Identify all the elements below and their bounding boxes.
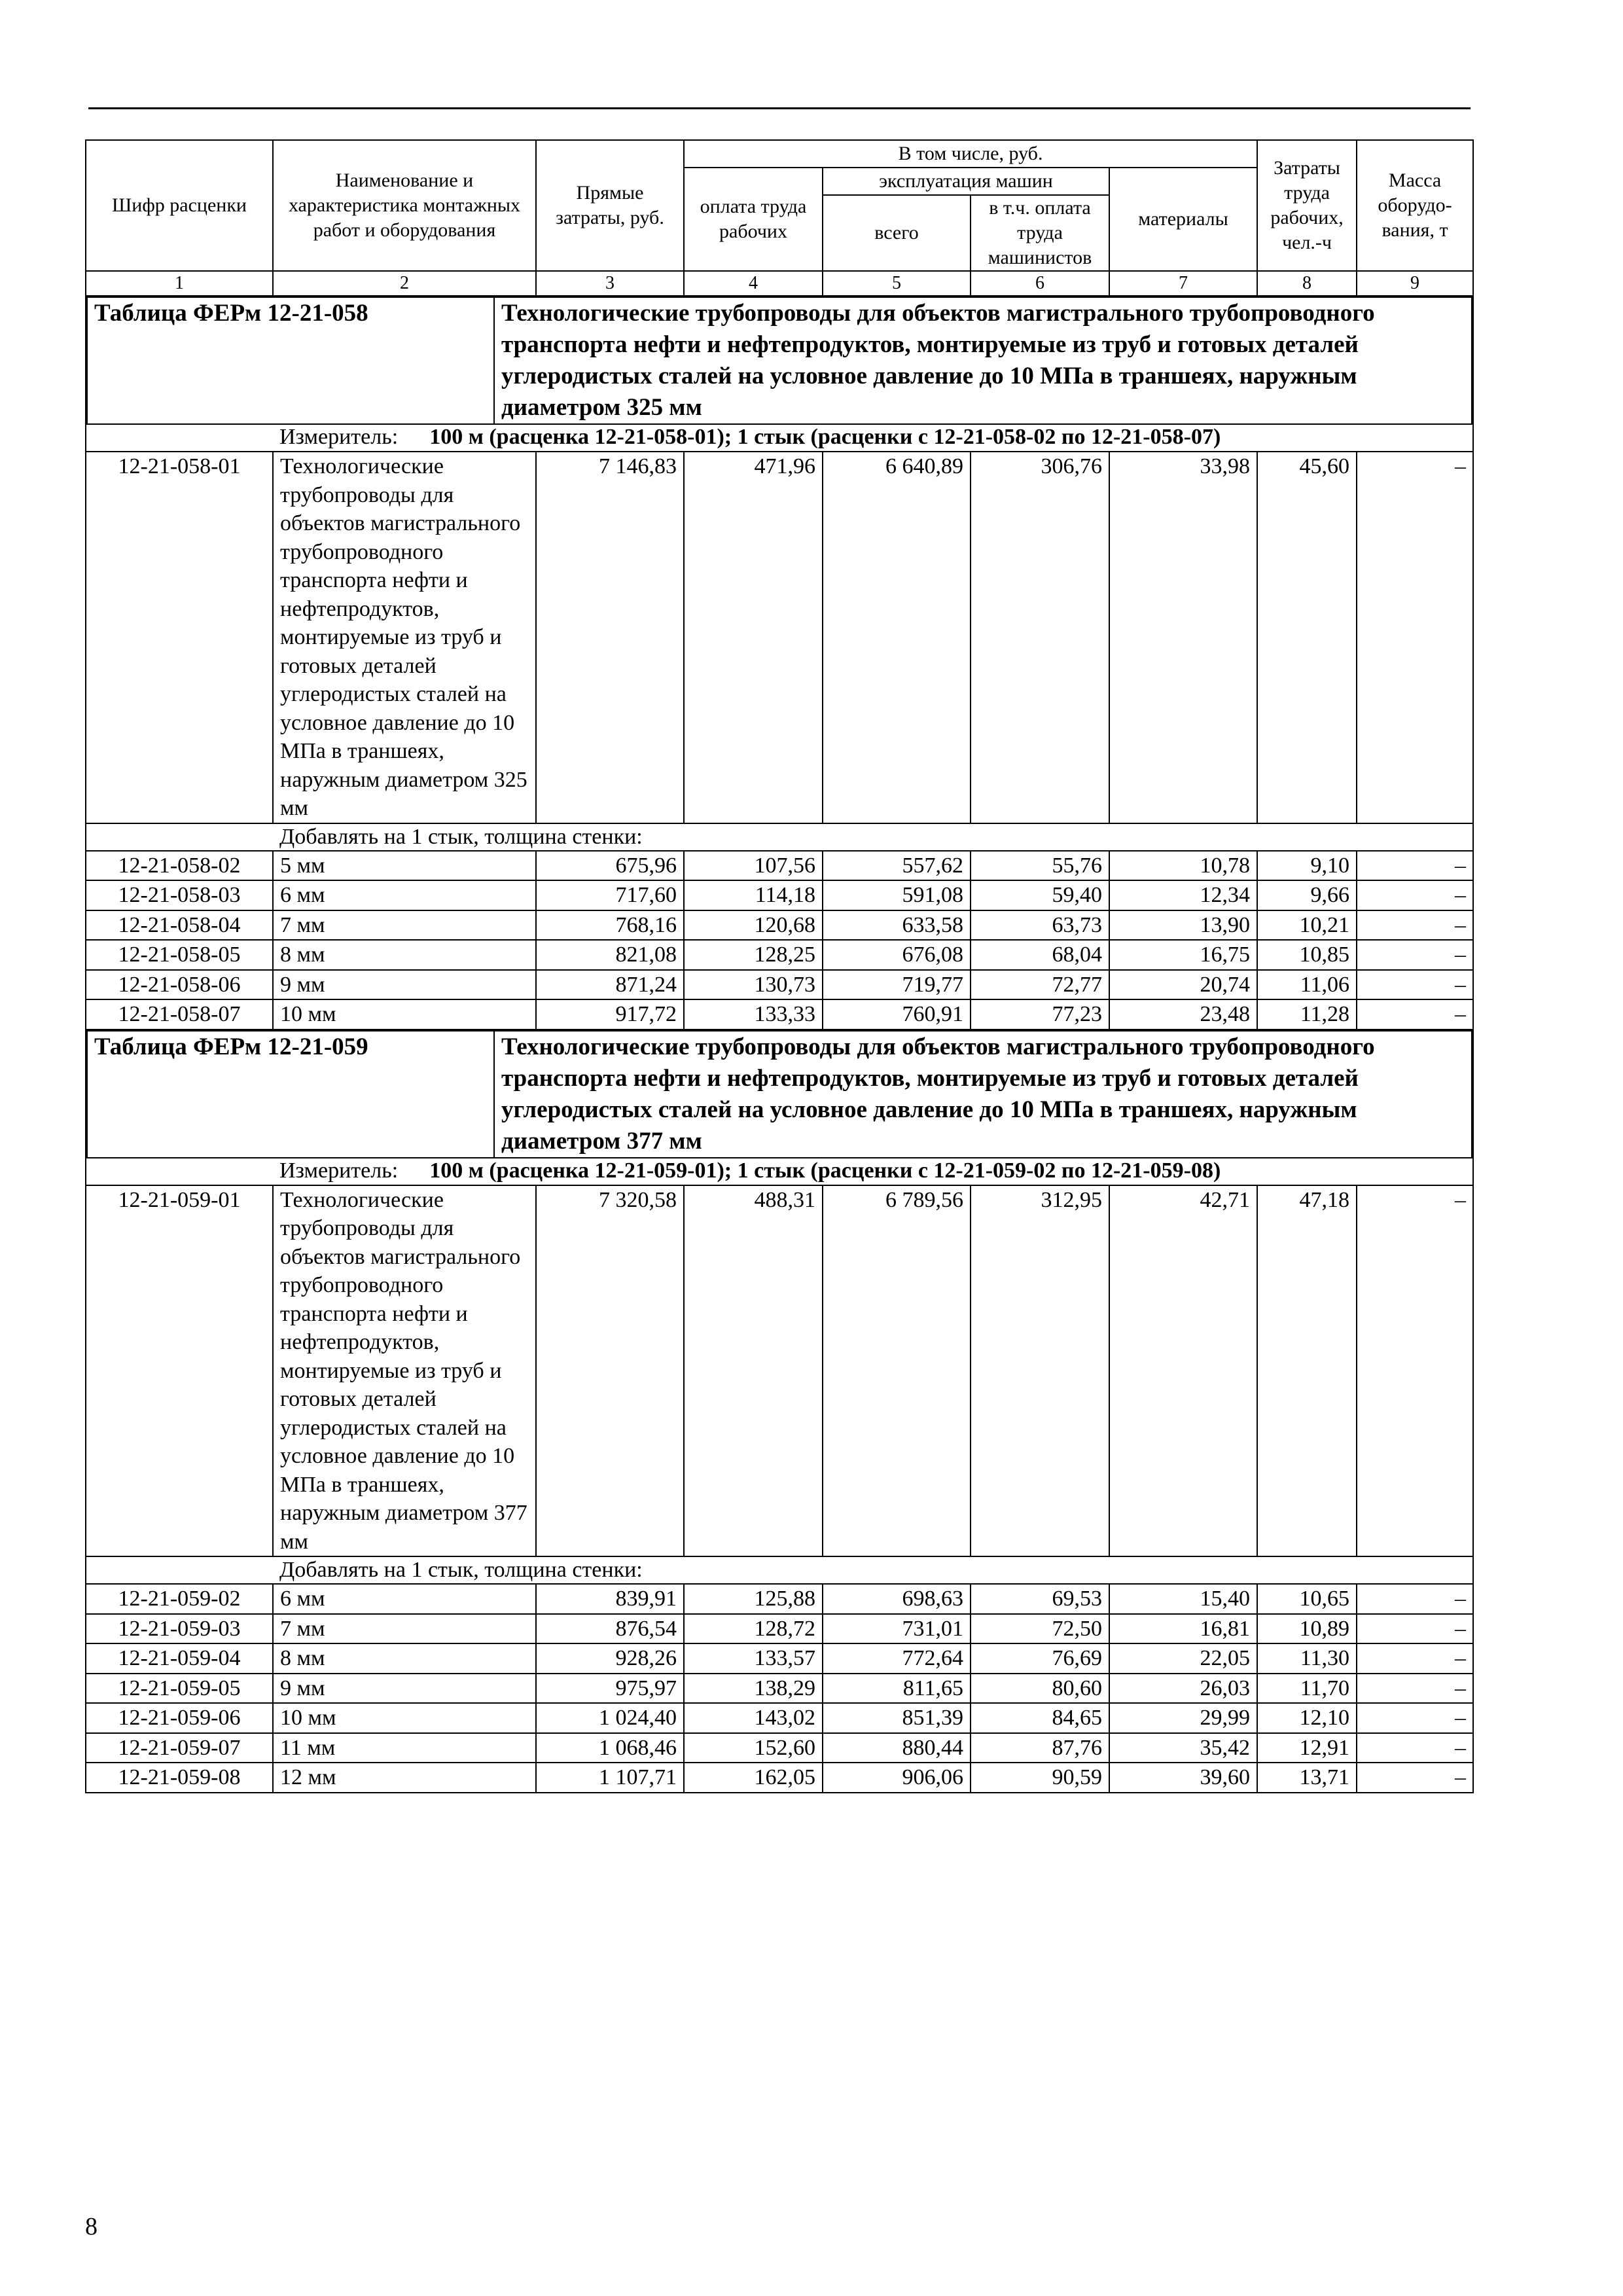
rate-hours: 11,28 — [1257, 999, 1357, 1030]
wall-thickness: 7 мм — [273, 1614, 536, 1644]
rate-operators: 59,40 — [971, 880, 1109, 910]
rate-materials: 39,60 — [1109, 1763, 1257, 1793]
rate-direct: 975,97 — [536, 1674, 684, 1704]
rate-mass: – — [1357, 1703, 1473, 1733]
wall-thickness: 6 мм — [273, 1584, 536, 1614]
rate-name: Технологические трубопроводы для объектов магистрального трубопроводного транспорта нефти и нефтепродуктов, монтируемые из труб и готовых деталей углеродистых сталей на условное давление до 10 МПа в траншеях, наружным диаметром 325 мм — [273, 452, 536, 823]
rate-direct: 876,54 — [536, 1614, 684, 1644]
page-number: 8 — [85, 2213, 98, 2240]
rate-mass: – — [1357, 1763, 1473, 1793]
rate-labor: 471,96 — [684, 452, 823, 823]
rate-hours: 11,30 — [1257, 1643, 1357, 1674]
table-row — [86, 970, 1473, 1000]
table-row — [86, 1674, 1473, 1704]
header-name: Наименование и характеристика монтажных работ и оборудования — [273, 140, 536, 271]
rate-mass: – — [1357, 1584, 1473, 1614]
rate-materials: 10,78 — [1109, 851, 1257, 881]
rate-operators: 90,59 — [971, 1763, 1109, 1793]
wall-thickness: 6 мм — [273, 880, 536, 910]
rate-machines: 731,01 — [823, 1614, 971, 1644]
rate-machines: 698,63 — [823, 1584, 971, 1614]
rate-operators: 306,76 — [971, 452, 1109, 823]
header-code: Шифр расценки — [86, 140, 273, 271]
rate-materials: 20,74 — [1109, 970, 1257, 1000]
measure-value: 100 м (расценка 12-21-058-01); 1 стык (расценки с 12-21-058-02 по 12-21-058-07) — [429, 425, 1221, 449]
rate-labor: 133,33 — [684, 999, 823, 1030]
wall-thickness: 12 мм — [273, 1763, 536, 1793]
rate-name: Технологические трубопроводы для объектов магистрального трубопроводного транспорта нефти и нефтепродуктов, монтируемые из труб и готовых деталей углеродистых сталей на условное давление до 10 МПа в траншеях, наружным диаметром 377 мм — [273, 1185, 536, 1557]
rate-labor: 125,88 — [684, 1584, 823, 1614]
header-materials: материалы — [1109, 168, 1257, 271]
rate-code: 12-21-058-04 — [86, 910, 273, 941]
rate-materials: 22,05 — [1109, 1643, 1257, 1674]
rate-machines: 906,06 — [823, 1763, 971, 1793]
rate-mass: – — [1357, 452, 1473, 823]
rate-mass: – — [1357, 1643, 1473, 1674]
rate-operators: 87,76 — [971, 1733, 1109, 1763]
rate-materials: 13,90 — [1109, 910, 1257, 941]
rate-machines: 676,08 — [823, 940, 971, 970]
measure-label: Измеритель: — [279, 425, 399, 449]
rate-materials: 12,34 — [1109, 880, 1257, 910]
table-body — [86, 296, 1473, 1793]
rate-code: 12-21-058-01 — [86, 452, 273, 823]
header-including-group: В том числе, руб. — [684, 140, 1257, 168]
rate-materials: 16,81 — [1109, 1614, 1257, 1644]
rate-machines: 633,58 — [823, 910, 971, 941]
column-number: 6 — [971, 271, 1109, 296]
rate-direct: 917,72 — [536, 999, 684, 1030]
measure-label: Измеритель: — [279, 1158, 399, 1183]
rate-machines: 851,39 — [823, 1703, 971, 1733]
rate-hours: 47,18 — [1257, 1185, 1357, 1557]
rate-direct: 1 107,71 — [536, 1763, 684, 1793]
rate-direct: 821,08 — [536, 940, 684, 970]
rate-operators: 68,04 — [971, 940, 1109, 970]
rate-code: 12-21-059-07 — [86, 1733, 273, 1763]
rate-mass: – — [1357, 880, 1473, 910]
rate-code: 12-21-059-06 — [86, 1703, 273, 1733]
rate-mass: – — [1357, 970, 1473, 1000]
rate-hours: 10,21 — [1257, 910, 1357, 941]
rate-mass: – — [1357, 1185, 1473, 1557]
header-labor: оплата труда рабочих — [684, 168, 823, 271]
rate-mass: – — [1357, 1674, 1473, 1704]
rate-labor: 107,56 — [684, 851, 823, 881]
table-row — [86, 910, 1473, 941]
column-number: 2 — [273, 271, 536, 296]
rate-operators: 72,50 — [971, 1614, 1109, 1644]
rate-direct: 1 068,46 — [536, 1733, 684, 1763]
rate-labor: 114,18 — [684, 880, 823, 910]
rate-machines: 760,91 — [823, 999, 971, 1030]
rate-code: 12-21-058-07 — [86, 999, 273, 1030]
rate-labor: 130,73 — [684, 970, 823, 1000]
rate-operators: 80,60 — [971, 1674, 1109, 1704]
measure-line — [86, 425, 1472, 451]
wall-thickness: 10 мм — [273, 1703, 536, 1733]
rate-direct: 675,96 — [536, 851, 684, 881]
rate-mass: – — [1357, 910, 1473, 941]
rate-code: 12-21-059-03 — [86, 1614, 273, 1644]
main-rate-row — [86, 452, 1473, 823]
rate-code: 12-21-059-04 — [86, 1643, 273, 1674]
section-title-row — [86, 1030, 1473, 1185]
rate-materials: 33,98 — [1109, 452, 1257, 823]
rate-code: 12-21-059-01 — [86, 1185, 273, 1557]
rate-operators: 69,53 — [971, 1584, 1109, 1614]
main-rate-row — [86, 1185, 1473, 1557]
rate-direct: 871,24 — [536, 970, 684, 1000]
measure-value: 100 м (расценка 12-21-059-01); 1 стык (расценки с 12-21-059-02 по 12-21-059-08) — [429, 1158, 1221, 1183]
column-number: 9 — [1357, 271, 1473, 296]
rate-materials: 26,03 — [1109, 1674, 1257, 1704]
rate-labor: 128,72 — [684, 1614, 823, 1644]
table-row — [86, 999, 1473, 1030]
rate-hours: 10,89 — [1257, 1614, 1357, 1644]
table-row — [86, 880, 1473, 910]
add-label-row — [86, 1556, 1473, 1584]
rate-code: 12-21-058-05 — [86, 940, 273, 970]
wall-thickness: 8 мм — [273, 940, 536, 970]
header-operators: в т.ч. оплата труда машинистов — [971, 195, 1109, 271]
section-title: Технологические трубопроводы для объектов магистрального трубопроводного транспорта нефти и нефтепродуктов, монтируемые из труб и готовых деталей углеродистых сталей на условное давление до 10 МПа в траншеях, наружным диаметром 325 мм — [494, 297, 1472, 424]
header-hours: Затраты труда рабочих, чел.-ч — [1257, 140, 1357, 271]
add-label: Добавлять на 1 стык, толщина стенки: — [86, 1556, 1473, 1584]
rate-hours: 12,10 — [1257, 1703, 1357, 1733]
rate-operators: 312,95 — [971, 1185, 1109, 1557]
rate-mass: – — [1357, 1614, 1473, 1644]
rate-hours: 9,66 — [1257, 880, 1357, 910]
rate-machines: 6 789,56 — [823, 1185, 971, 1557]
rate-mass: – — [1357, 999, 1473, 1030]
rate-direct: 1 024,40 — [536, 1703, 684, 1733]
rate-materials: 29,99 — [1109, 1703, 1257, 1733]
rate-hours: 13,71 — [1257, 1763, 1357, 1793]
rate-materials: 16,75 — [1109, 940, 1257, 970]
rate-materials: 15,40 — [1109, 1584, 1257, 1614]
rate-hours: 11,70 — [1257, 1674, 1357, 1704]
rate-machines: 880,44 — [823, 1733, 971, 1763]
rate-mass: – — [1357, 940, 1473, 970]
rate-labor: 120,68 — [684, 910, 823, 941]
header-machines-group: эксплуатация машин — [823, 168, 1109, 195]
column-number: 8 — [1257, 271, 1357, 296]
rate-operators: 72,77 — [971, 970, 1109, 1000]
rate-labor: 138,29 — [684, 1674, 823, 1704]
rate-code: 12-21-059-02 — [86, 1584, 273, 1614]
section-title-cell — [86, 1030, 1473, 1185]
rate-labor: 143,02 — [684, 1703, 823, 1733]
table-row — [86, 1614, 1473, 1644]
rate-code: 12-21-058-06 — [86, 970, 273, 1000]
section-title: Технологические трубопроводы для объектов магистрального трубопроводного транспорта нефти и нефтепродуктов, монтируемые из труб и готовых деталей углеродистых сталей на условное давление до 10 МПа в траншеях, наружным диаметром 377 мм — [494, 1031, 1472, 1158]
header-mass: Масса оборудо-вания, т — [1357, 140, 1473, 271]
rate-code: 12-21-059-08 — [86, 1763, 273, 1793]
table-row — [86, 940, 1473, 970]
add-label-row — [86, 823, 1473, 851]
rate-hours: 12,91 — [1257, 1733, 1357, 1763]
wall-thickness: 7 мм — [273, 910, 536, 941]
section-label: Таблица ФЕРм 12-21-059 — [87, 1031, 494, 1158]
column-number: 1 — [86, 271, 273, 296]
wall-thickness: 5 мм — [273, 851, 536, 881]
table-row — [86, 1733, 1473, 1763]
rate-mass: – — [1357, 851, 1473, 881]
rate-direct: 717,60 — [536, 880, 684, 910]
wall-thickness: 9 мм — [273, 970, 536, 1000]
table-row — [86, 1584, 1473, 1614]
rate-machines: 719,77 — [823, 970, 971, 1000]
column-number: 4 — [684, 271, 823, 296]
rate-code: 12-21-059-05 — [86, 1674, 273, 1704]
rate-code: 12-21-058-02 — [86, 851, 273, 881]
rate-code: 12-21-058-03 — [86, 880, 273, 910]
table-row — [86, 851, 1473, 881]
rate-machines: 591,08 — [823, 880, 971, 910]
rate-direct: 768,16 — [536, 910, 684, 941]
rate-direct: 839,91 — [536, 1584, 684, 1614]
rate-machines: 6 640,89 — [823, 452, 971, 823]
rate-labor: 162,05 — [684, 1763, 823, 1793]
table-row — [86, 1703, 1473, 1733]
table-row — [86, 1763, 1473, 1793]
header-machines-total: всего — [823, 195, 971, 271]
wall-thickness: 8 мм — [273, 1643, 536, 1674]
measure-line — [86, 1158, 1472, 1185]
rate-hours: 9,10 — [1257, 851, 1357, 881]
rate-operators: 76,69 — [971, 1643, 1109, 1674]
table-header — [86, 140, 1473, 296]
rate-direct: 7 320,58 — [536, 1185, 684, 1557]
rate-labor: 128,25 — [684, 940, 823, 970]
rate-hours: 11,06 — [1257, 970, 1357, 1000]
column-number: 5 — [823, 271, 971, 296]
add-label: Добавлять на 1 стык, толщина стенки: — [86, 823, 1473, 851]
rate-machines: 772,64 — [823, 1643, 971, 1674]
rate-hours: 45,60 — [1257, 452, 1357, 823]
rate-hours: 10,85 — [1257, 940, 1357, 970]
wall-thickness: 10 мм — [273, 999, 536, 1030]
section-title-cell — [86, 296, 1473, 452]
rate-machines: 811,65 — [823, 1674, 971, 1704]
column-number: 3 — [536, 271, 684, 296]
rate-labor: 488,31 — [684, 1185, 823, 1557]
section-label: Таблица ФЕРм 12-21-058 — [87, 297, 494, 424]
column-numbers-row — [86, 271, 1473, 296]
rate-materials: 35,42 — [1109, 1733, 1257, 1763]
rate-machines: 557,62 — [823, 851, 971, 881]
rate-direct: 928,26 — [536, 1643, 684, 1674]
rate-hours: 10,65 — [1257, 1584, 1357, 1614]
wall-thickness: 9 мм — [273, 1674, 536, 1704]
rate-labor: 133,57 — [684, 1643, 823, 1674]
wall-thickness: 11 мм — [273, 1733, 536, 1763]
rate-operators: 55,76 — [971, 851, 1109, 881]
rate-operators: 84,65 — [971, 1703, 1109, 1733]
top-rule — [88, 107, 1471, 109]
rate-materials: 23,48 — [1109, 999, 1257, 1030]
rate-mass: – — [1357, 1733, 1473, 1763]
section-title-row — [86, 296, 1473, 452]
header-direct: Прямые затраты, руб. — [536, 140, 684, 271]
rate-labor: 152,60 — [684, 1733, 823, 1763]
rate-operators: 63,73 — [971, 910, 1109, 941]
rate-materials: 42,71 — [1109, 1185, 1257, 1557]
rate-operators: 77,23 — [971, 999, 1109, 1030]
rates-table — [85, 139, 1474, 1793]
table-row — [86, 1643, 1473, 1674]
column-number: 7 — [1109, 271, 1257, 296]
rate-direct: 7 146,83 — [536, 452, 684, 823]
